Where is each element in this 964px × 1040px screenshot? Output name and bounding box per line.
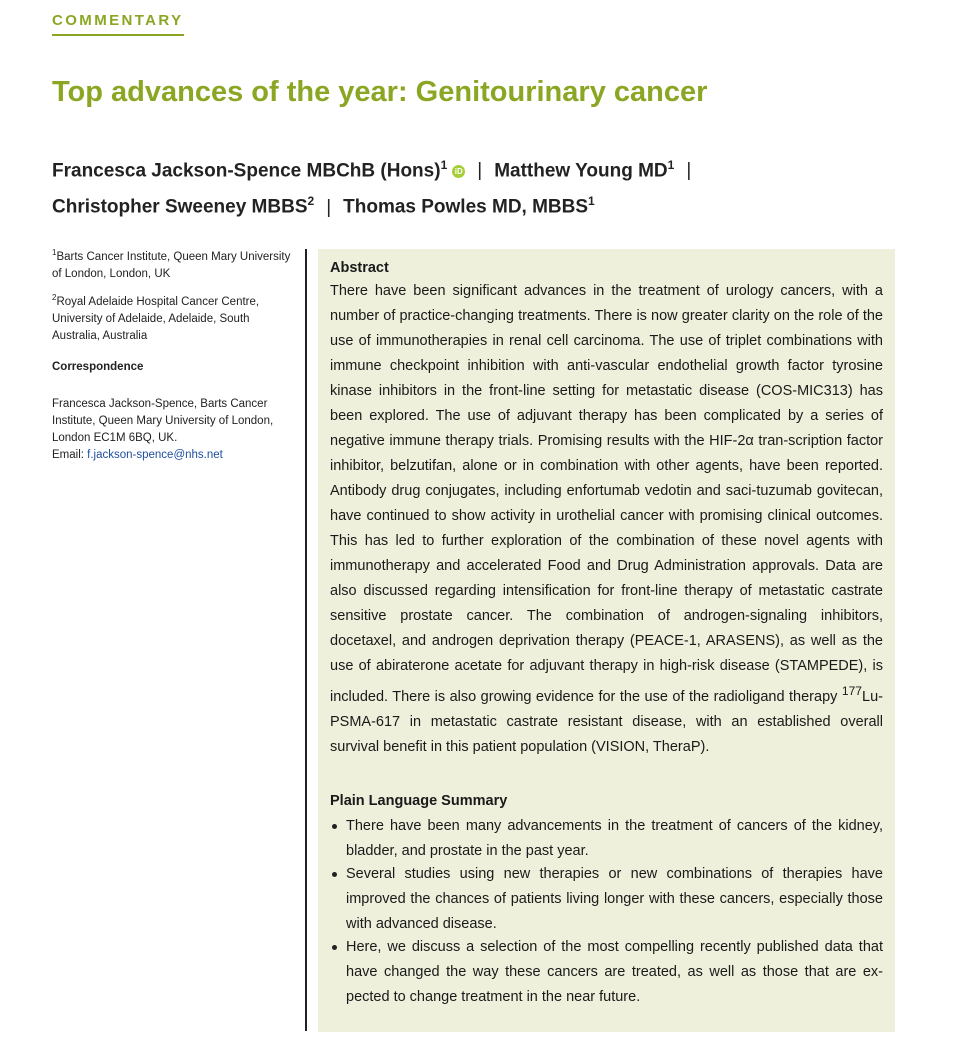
abstract-panel xyxy=(318,249,895,1032)
summary-bullet-list xyxy=(330,814,883,1010)
author-separator: | xyxy=(686,160,692,182)
email-label: Email: xyxy=(52,448,84,461)
affiliation-marker: 2 xyxy=(307,194,315,209)
article-title: Top advances of the year: Genitourinary cancer xyxy=(52,76,708,108)
affiliation-text: Royal Adelaide Hospital Cancer Centre, University of Adelaide, Adelaide, South Australia, Australia xyxy=(52,295,260,342)
plain-language-summary-heading: Plain Language Summary xyxy=(330,792,508,809)
affiliation-marker: 1 xyxy=(52,248,57,257)
affiliation-text: Barts Cancer Institute, Queen Mary University of London, London, UK xyxy=(52,250,291,280)
author-separator: | xyxy=(477,160,483,182)
orcid-icon[interactable]: iD xyxy=(452,165,465,178)
isotope-superscript: 177 xyxy=(841,684,863,698)
abstract-body-end: Lu-PSMA-617 in metastatic castrate resistant disease, with an established overall survival benefit in this patient population (VISION, TheraP). xyxy=(330,688,883,755)
abstract-heading: Abstract xyxy=(330,260,389,276)
abstract-body: There have been significant advances in the treatment of urology cancers, with a number of practice-changing treatments. There is now greater clarity on the role of the use of immunotherapies in renal cell carcinoma. The use of triplet combinations with immune checkpoint inhibition with anti-vascular endothelial growth factor tyrosine kinase inhibitors in the front-line setting for metastatic disease (COS-MIC313) has been explored. The use of adjuvant therapy has been complicated by a series of negative immune therapy trials. Promising results with the HIF-2α tran-scription factor inhibitor, belzutifan, alone or in combination with other agents, have been reported. Antibody drug conjugates, including enfortumab vedotin and saci-tuzumab govitecan, have continued to show activity in urothelial cancer with promising clinical outcomes. This has led to further exploration of the combination of these novel agents with immunotherapy and accelerated Food and Drug Administration approvals. Data are also discussed regarding intensification for front-line therapy of metastatic castrate sensitive prostate cancer. The combination of androgen-signaling inhibitors, docetaxel, and androgen deprivation therapy (PEACE-1, ARASENS), as well as the use of abiraterone acetate for adjuvant therapy in high-risk disease (STAMPEDE), is included. There is also growing evidence for the use of the radioligand therapy xyxy=(330,283,883,705)
correspondence-address xyxy=(52,396,292,464)
section-kicker: COMMENTARY xyxy=(52,12,184,36)
summary-bullet: Here, we discuss a selection of the most compelling recently published data that have changed the way these cancers are treated, as well as those that are ex-pected to change treatment in the near future. xyxy=(330,935,883,1010)
affiliation-marker: 1 xyxy=(588,194,595,209)
author-list xyxy=(52,150,772,223)
author-name[interactable]: Matthew Young MD xyxy=(494,160,668,182)
column-divider xyxy=(305,249,307,1031)
author-name[interactable]: Francesca Jackson-Spence MBChB (Hons) xyxy=(52,160,441,182)
email-link[interactable]: f.jackson-spence@nhs.net xyxy=(87,448,223,461)
affiliation xyxy=(52,289,292,345)
affiliation xyxy=(52,244,292,283)
abstract-text xyxy=(330,279,883,760)
author-name[interactable]: Thomas Powles MD, MBBS xyxy=(343,196,589,218)
affiliation-marker: 1 xyxy=(440,158,448,172)
author-name[interactable]: Christopher Sweeney MBBS xyxy=(52,196,308,218)
correspondence-heading: Correspondence xyxy=(52,360,144,373)
author-separator: | xyxy=(326,196,332,218)
correspondence-text: Francesca Jackson-Spence, Barts Cancer Institute, Queen Mary University of London, London EC1M 6BQ, UK. xyxy=(52,397,274,444)
affiliation-marker: 2 xyxy=(52,292,57,302)
article-sidebar xyxy=(52,244,292,464)
summary-bullet: There have been many advancements in the treatment of cancers of the kidney, bladder, and prostate in the past year. xyxy=(330,814,883,864)
affiliation-marker: 1 xyxy=(667,158,675,172)
summary-bullet: Several studies using new therapies or new combinations of therapies have improved the chances of patients living longer with these cancers, especially those with advanced disease. xyxy=(330,862,883,937)
